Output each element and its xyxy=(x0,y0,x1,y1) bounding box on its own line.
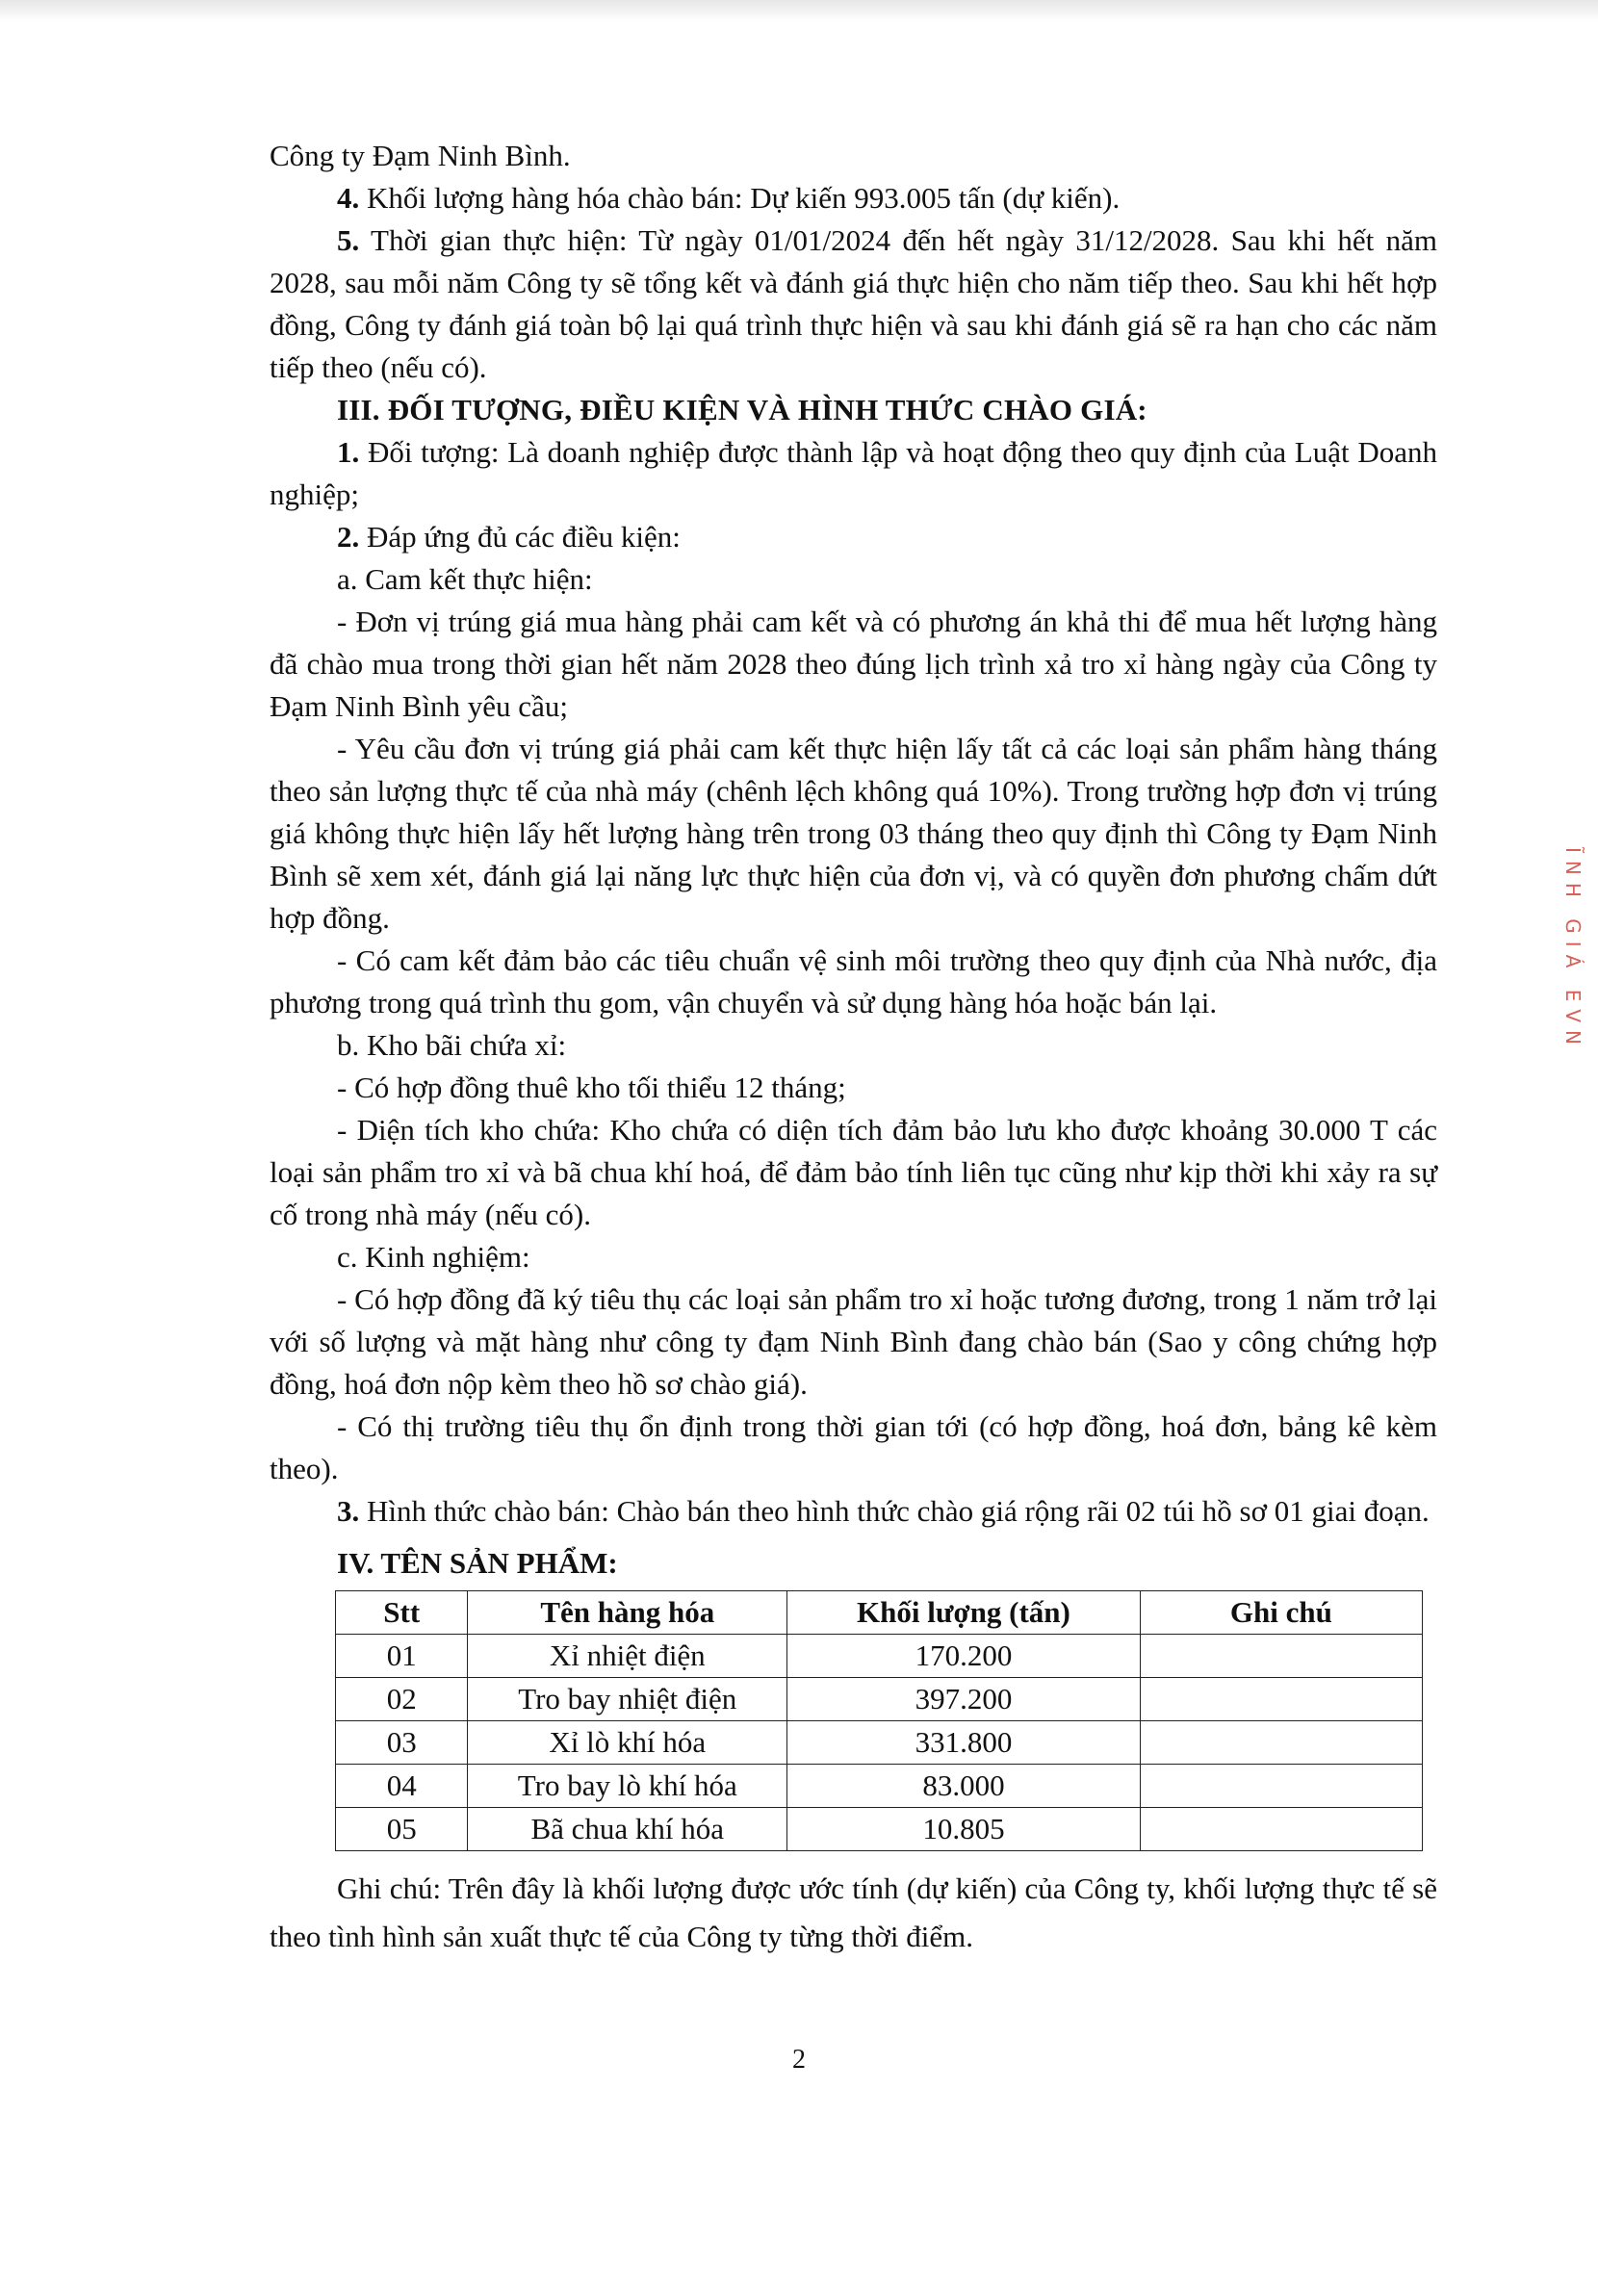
table-row xyxy=(336,1635,1423,1678)
margin-seal-stamp: ĨNH GIÁ EVN xyxy=(1561,847,1585,1052)
item-5-number: 5. xyxy=(337,223,360,257)
cell-quantity: 397.200 xyxy=(787,1678,1141,1721)
section-4-title: IV. TÊN SẢN PHẨM: xyxy=(337,1546,618,1580)
subsection-c-point-2: - Có thị trường tiêu thụ ổn định trong thời gian tới (có hợp đồng, hoá đơn, bảng kê kèm theo). xyxy=(270,1409,1437,1485)
cell-note xyxy=(1140,1765,1422,1808)
subsection-c-title: c. Kinh nghiệm: xyxy=(337,1240,530,1274)
cell-product-name: Xỉ nhiệt điện xyxy=(468,1635,787,1678)
product-table xyxy=(335,1590,1423,1851)
table-row xyxy=(336,1808,1423,1851)
cell-stt: 03 xyxy=(336,1721,468,1765)
scan-shadow xyxy=(0,0,1598,21)
subsection-c-point-1: - Có hợp đồng đã ký tiêu thụ các loại sản phẩm tro xỉ hoặc tương đương, trong 1 năm trở lại với số lượng và mặt hàng như công ty đạm Ninh Bình đang chào bán (Sao y công chứng hợp đồng, hoá đơn nộp kèm theo hồ sơ chào giá). xyxy=(270,1282,1437,1401)
document-page xyxy=(270,135,1437,1961)
section-3-title: III. ĐỐI TƯỢNG, ĐIỀU KIỆN VÀ HÌNH THỨC CHÀO GIÁ: xyxy=(337,393,1147,426)
header-stt: Stt xyxy=(336,1591,468,1635)
subsection-a-title: a. Cam kết thực hiện: xyxy=(337,562,593,596)
cell-product-name: Bã chua khí hóa xyxy=(468,1808,787,1851)
item-5 xyxy=(270,219,1437,389)
subsection-a-point-3: - Có cam kết đảm bảo các tiêu chuẩn vệ sinh môi trường theo quy định của Nhà nước, địa phương trong quá trình thu gom, vận chuyển và sử dụng hàng hóa hoặc bán lại. xyxy=(270,943,1437,1019)
header-note: Ghi chú xyxy=(1140,1591,1422,1635)
section-3-item-1-number: 1. xyxy=(337,435,360,469)
section-3-item-1-text: Đối tượng: Là doanh nghiệp được thành lập và hoạt động theo quy định của Luật Doanh nghiệp; xyxy=(270,435,1437,511)
cell-note xyxy=(1140,1635,1422,1678)
subsection-a-point-2: - Yêu cầu đơn vị trúng giá phải cam kết thực hiện lấy tất cả các loại sản phẩm hàng tháng theo sản lượng thực tế của nhà máy (chênh lệch không quá 10%). Trong trường hợp đơn vị trúng giá không thực hiện lấy hết lượng hàng trên trong 03 tháng theo quy định thì Công ty Đạm Ninh Bình sẽ xem xét, đánh giá lại năng lực thực hiện của đơn vị, và có quyền đơn phương chấm dứt hợp đồng. xyxy=(270,732,1437,935)
section-3-item-2 xyxy=(270,516,1437,558)
cell-stt: 04 xyxy=(336,1765,468,1808)
subsection-b-point-2: - Diện tích kho chứa: Kho chứa có diện tích đảm bảo lưu kho được khoảng 30.000 T các loại sản phẩm tro xỉ và bã chua khí hoá, để đảm bảo tính liên tục cũng như kịp thời khi xảy ra sự cố trong nhà máy (nếu có). xyxy=(270,1113,1437,1231)
section-3-item-1 xyxy=(270,431,1437,516)
item-4-text: Khối lượng hàng hóa chào bán: Dự kiến 993.005 tấn (dự kiến). xyxy=(359,181,1121,215)
table-row xyxy=(336,1765,1423,1808)
company-line: Công ty Đạm Ninh Bình. xyxy=(270,139,571,172)
cell-quantity: 83.000 xyxy=(787,1765,1141,1808)
header-quantity: Khối lượng (tấn) xyxy=(787,1591,1141,1635)
item-4 xyxy=(270,177,1437,219)
table-row xyxy=(336,1678,1423,1721)
cell-note xyxy=(1140,1721,1422,1765)
cell-note xyxy=(1140,1678,1422,1721)
item-4-number: 4. xyxy=(337,181,360,215)
section-3-item-2-text: Đáp ứng đủ các điều kiện: xyxy=(359,520,681,554)
cell-stt: 05 xyxy=(336,1808,468,1851)
cell-stt: 01 xyxy=(336,1635,468,1678)
section-3-item-2-number: 2. xyxy=(337,520,360,554)
section-3-item-3 xyxy=(270,1490,1437,1533)
cell-quantity: 10.805 xyxy=(787,1808,1141,1851)
item-5-text: Thời gian thực hiện: Từ ngày 01/01/2024 đến hết ngày 31/12/2028. Sau khi hết năm 2028, sau mỗi năm Công ty sẽ tổng kết và đánh giá thực hiện cho năm tiếp theo. Sau khi hết hợp đồng, Công ty đánh giá toàn bộ lại quá trình thực hiện và sau khi đánh giá sẽ ra hạn cho các năm tiếp theo (nếu có). xyxy=(270,223,1437,384)
subsection-a-point-1: - Đơn vị trúng giá mua hàng phải cam kết và có phương án khả thi để mua hết lượng hàng đã chào mua trong thời gian hết năm 2028 theo đúng lịch trình xả tro xỉ hàng ngày của Công ty Đạm Ninh Bình yêu cầu; xyxy=(270,605,1437,723)
footnote: Ghi chú: Trên đây là khối lượng được ước tính (dự kiến) của Công ty, khối lượng thực tế sẽ theo tình hình sản xuất thực tế của Công ty từng thời điểm. xyxy=(270,1871,1437,1953)
cell-stt: 02 xyxy=(336,1678,468,1721)
cell-product-name: Xỉ lò khí hóa xyxy=(468,1721,787,1765)
cell-note xyxy=(1140,1808,1422,1851)
header-product-name: Tên hàng hóa xyxy=(468,1591,787,1635)
subsection-b-point-1: - Có hợp đồng thuê kho tối thiểu 12 tháng; xyxy=(337,1071,846,1104)
cell-product-name: Tro bay nhiệt điện xyxy=(468,1678,787,1721)
subsection-b-title: b. Kho bãi chứa xỉ: xyxy=(337,1028,567,1062)
table-row xyxy=(336,1721,1423,1765)
table-header-row xyxy=(336,1591,1423,1635)
section-3-item-3-number: 3. xyxy=(337,1494,360,1528)
page-number: 2 xyxy=(792,2045,806,2075)
cell-quantity: 170.200 xyxy=(787,1635,1141,1678)
section-3-item-3-text: Hình thức chào bán: Chào bán theo hình thức chào giá rộng rãi 02 túi hồ sơ 01 giai đoạn. xyxy=(359,1494,1430,1528)
cell-quantity: 331.800 xyxy=(787,1721,1141,1765)
cell-product-name: Tro bay lò khí hóa xyxy=(468,1765,787,1808)
